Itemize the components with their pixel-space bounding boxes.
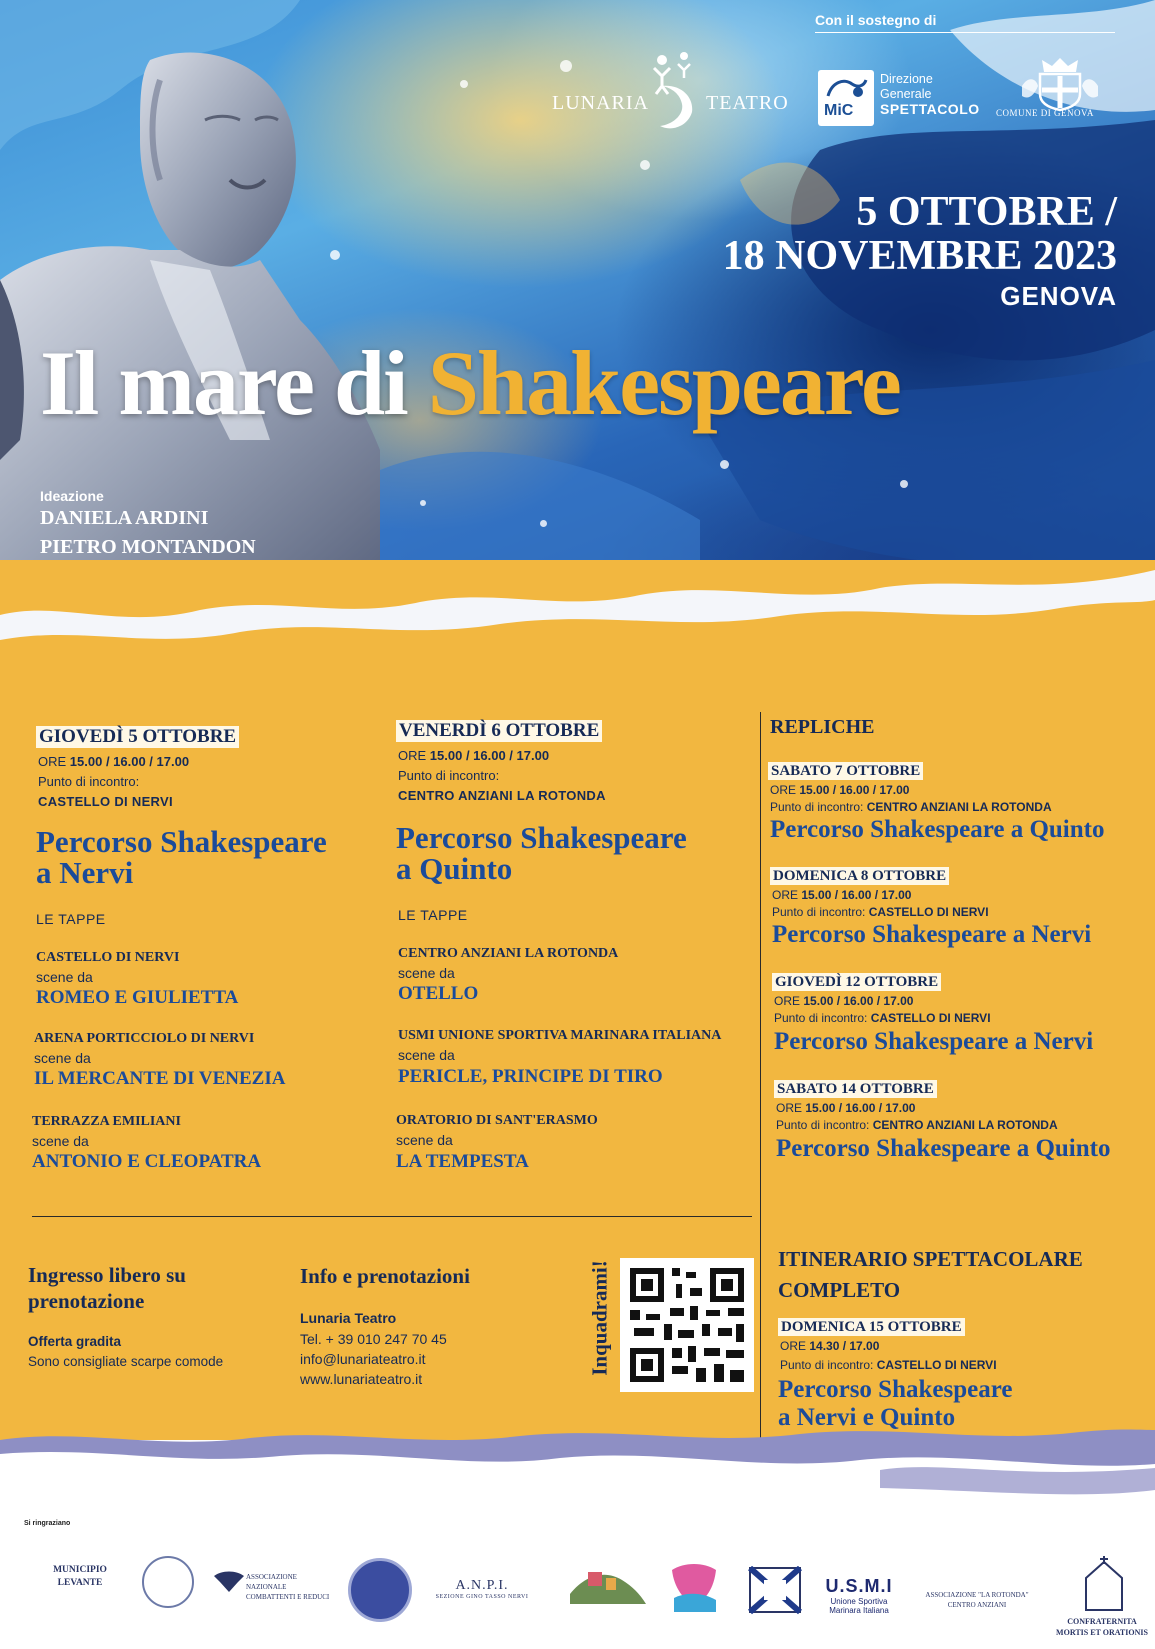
qr-label: Inquadrami! — [587, 1260, 612, 1376]
logo-line: COMBATTENTI E REDUCI — [246, 1593, 330, 1601]
meet-place: CASTELLO DI NERVI — [870, 1011, 991, 1025]
lunaria-moon-icon — [642, 46, 702, 132]
paint-splash — [420, 500, 426, 506]
logo-line: CONFRATERNITA — [1067, 1617, 1137, 1626]
col2-stop-place: USMI UNIONE SPORTIVA MARINARA ITALIANA — [398, 1028, 722, 1043]
col1-stop-play: IL MERCANTE DI VENEZIA — [34, 1068, 286, 1089]
date-end: 18 NOVEMBRE 2023 — [722, 233, 1117, 279]
col1-stop-place: CASTELLO DI NERVI — [36, 950, 180, 965]
hours-value: 15.00 / 16.00 / 17.00 — [799, 783, 910, 797]
qr-code[interactable] — [620, 1258, 754, 1392]
hours-prefix: ORE — [38, 754, 70, 769]
replica-meet — [770, 800, 1052, 814]
info-phone[interactable]: Tel. + 39 010 247 70 45 — [300, 1331, 447, 1347]
col1-stop-scene: scene da — [32, 1133, 89, 1149]
col1-stop-scene: scene da — [34, 1050, 91, 1066]
meet-label: Punto di incontro: — [772, 905, 869, 919]
mic-mark: MiC — [824, 102, 854, 119]
replica-day: SABATO 7 OTTOBRE — [768, 762, 923, 780]
info-heading: Info e prenotazioni — [300, 1264, 470, 1288]
itinerario-meet — [780, 1358, 997, 1372]
replica-hours — [772, 888, 911, 902]
logo-line: Marinara Italiana — [829, 1606, 889, 1615]
hours-value: 15.00 / 16.00 / 17.00 — [805, 1101, 916, 1115]
torn-paper-edge — [0, 540, 1155, 680]
city: GENOVA — [1000, 281, 1117, 311]
col2-stop-scene: scene da — [398, 965, 455, 981]
mic-text — [880, 72, 980, 117]
paint-splash — [460, 80, 468, 88]
asd-nervi-logo-icon — [348, 1558, 412, 1622]
replica-meet — [774, 1011, 991, 1025]
col2-stop-scene: scene da — [396, 1132, 453, 1148]
col1-tappe-label: LE TAPPE — [36, 911, 106, 927]
dpn-flag-icon — [748, 1566, 804, 1616]
paint-splash — [540, 520, 547, 527]
col1-stop-place: TERRAZZA EMILIANI — [32, 1114, 181, 1129]
mic-line: Direzione — [880, 72, 933, 86]
paint-splash — [900, 480, 908, 488]
meet-place: CENTRO ANZIANI LA ROTONDA — [872, 1118, 1058, 1132]
route-line: a Nervi — [36, 855, 134, 890]
replica-day: DOMENICA 8 OTTOBRE — [770, 867, 949, 885]
col2-stop-place: CENTRO ANZIANI LA ROTONDA — [398, 946, 619, 961]
hours-value: 15.00 / 16.00 / 17.00 — [801, 888, 912, 902]
col2-stop-play: PERICLE, PRINCIPE DI TIRO — [398, 1066, 663, 1087]
logo-line: U.S.M.I — [825, 1576, 893, 1596]
logo-line: A.N.P.I. — [455, 1578, 509, 1593]
date-start: 5 OTTOBRE / — [856, 189, 1117, 235]
lunaria-logo-text: LUNARIA — [552, 92, 649, 114]
paint-splash — [560, 60, 572, 72]
col2-stop-play: LA TEMPESTA — [396, 1151, 529, 1172]
col1-meet-place: CASTELLO DI NERVI — [38, 794, 173, 809]
paint-splash — [720, 460, 729, 469]
col1-stop-play: ROMEO E GIULIETTA — [36, 987, 239, 1008]
meet-place: CASTELLO DI NERVI — [876, 1358, 997, 1372]
hours-value: 15.00 / 16.00 / 17.00 — [429, 748, 550, 763]
route-line: Percorso Shakespeare — [36, 824, 327, 859]
col2-day: VENERDÌ 6 OTTOBRE — [396, 720, 602, 742]
mic-line: Generale — [880, 87, 932, 101]
torn-paper-edge-bottom — [0, 1420, 1155, 1530]
paint-splash — [640, 160, 650, 170]
divider — [815, 32, 1115, 33]
logo-la-rotonda — [916, 1590, 1038, 1610]
itinerario-hours — [780, 1339, 879, 1353]
meet-place: CENTRO ANZIANI LA ROTONDA — [866, 800, 1052, 814]
vertical-divider — [760, 712, 761, 1472]
replica-route: Percorso Shakespeare a Quinto — [770, 816, 1105, 843]
col2-meet-place: CENTRO ANZIANI LA ROTONDA — [398, 788, 606, 803]
info-website[interactable]: www.lunariateatro.it — [300, 1371, 423, 1387]
logo-line: LEVANTE — [57, 1578, 103, 1588]
col2-stop-scene: scene da — [398, 1047, 455, 1063]
replica-route: Percorso Shakespeare a Quinto — [776, 1135, 1111, 1162]
info-email[interactable]: info@lunariateatro.it — [300, 1351, 426, 1367]
sponsor-label: Con il sostegno di — [815, 12, 937, 28]
logo-line: ASSOCIAZIONE NAZIONALE — [246, 1573, 297, 1591]
route-line: Percorso Shakespeare — [778, 1376, 1013, 1403]
ingresso-libero: Ingresso libero su prenotazione — [28, 1263, 186, 1313]
heading-line: ITINERARIO SPETTACOLARE — [778, 1247, 1083, 1271]
col2-meet-label: Punto di incontro: — [398, 768, 500, 783]
col1-stop-place: ARENA PORTICCIOLO DI NERVI — [34, 1031, 255, 1046]
teatro-logo-text: TEATRO — [706, 92, 789, 114]
replica-route: Percorso Shakespeare a Nervi — [774, 1028, 1094, 1055]
route-line: a Quinto — [396, 851, 513, 886]
itinerario-heading — [778, 1244, 1118, 1306]
itinerario-day: DOMENICA 15 OTTOBRE — [778, 1318, 965, 1336]
replica-day: SABATO 14 OTTOBRE — [774, 1080, 937, 1098]
hours-prefix: ORE — [774, 994, 804, 1008]
title-part-gold: Shakespeare — [427, 332, 900, 434]
replica-meet — [772, 905, 989, 919]
col1-meet-label: Punto di incontro: — [38, 774, 140, 789]
mic-line: SPETTACOLO — [880, 101, 980, 117]
logo-line: CENTRO ANZIANI — [947, 1601, 1007, 1609]
heading-line: COMPLETO — [778, 1278, 901, 1302]
replica-hours — [774, 994, 913, 1008]
meet-label: Punto di incontro: — [770, 800, 867, 814]
meet-label: Punto di incontro: — [774, 1011, 871, 1025]
col1-route-title — [36, 826, 327, 888]
hours-prefix: ORE — [772, 888, 802, 902]
col2-stop-play: OTELLO — [398, 983, 479, 1004]
anc-emblem-icon — [212, 1568, 246, 1594]
hours-prefix: ORE — [770, 783, 800, 797]
horizontal-divider — [32, 1216, 752, 1217]
replica-day: GIOVEDÌ 12 OTTOBRE — [772, 973, 941, 991]
replica-hours — [776, 1101, 915, 1115]
route-line: a Nervi e Quinto — [778, 1404, 956, 1431]
col2-hours — [398, 748, 549, 763]
event-dates — [723, 190, 1117, 314]
replica-meet — [776, 1118, 1058, 1132]
qr-code-icon — [620, 1258, 754, 1392]
hours-value: 14.30 / 17.00 — [809, 1339, 880, 1353]
association-circle-logo-icon — [142, 1556, 194, 1608]
info-company: Lunaria Teatro — [300, 1310, 397, 1326]
poster-title — [40, 330, 900, 436]
col1-stop-scene: scene da — [36, 969, 93, 985]
meet-place: CASTELLO DI NERVI — [868, 905, 989, 919]
col2-route-title — [396, 822, 687, 884]
ideazione-label: Ideazione — [40, 488, 104, 504]
protocollo-nervi-logo-icon — [566, 1564, 648, 1612]
mic-logo — [818, 70, 988, 126]
sant-erasmo-church-icon — [1082, 1556, 1126, 1612]
meet-label: Punto di incontro: — [780, 1358, 877, 1372]
hours-value: 15.00 / 16.00 / 17.00 — [803, 994, 914, 1008]
logo-anc — [246, 1572, 332, 1602]
replica-hours — [770, 783, 909, 797]
hours-value: 15.00 / 16.00 / 17.00 — [69, 754, 190, 769]
title-part-white: Il mare di — [40, 332, 428, 434]
thanks-label: Si ringraziano — [24, 1520, 71, 1527]
col2-tappe-label: LE TAPPE — [398, 907, 468, 923]
hours-prefix: ORE — [776, 1101, 806, 1115]
logo-confraternita — [1050, 1616, 1154, 1638]
meet-label: Punto di incontro: — [776, 1118, 873, 1132]
logo-line: ASSOCIAZIONE "LA ROTONDA" — [925, 1591, 1029, 1599]
col2-stop-place: ORATORIO DI SANT'ERASMO — [396, 1113, 598, 1128]
replica-route: Percorso Shakespeare a Nervi — [772, 921, 1092, 948]
scarpe-note: Sono consigliate scarpe comode — [28, 1354, 224, 1369]
nervi-mare-logo-icon — [666, 1558, 722, 1618]
author-name: DANIELA ARDINI — [40, 507, 209, 529]
author-name: PIETRO MONTANDON — [40, 536, 256, 558]
col1-hours — [38, 754, 189, 769]
logo-municipio-levante — [40, 1564, 120, 1590]
mic-emblem-icon — [818, 72, 874, 102]
logo-line: Unione Sportiva — [830, 1597, 888, 1606]
hours-prefix: ORE — [780, 1339, 810, 1353]
logo-usmi — [816, 1576, 902, 1615]
route-line: Percorso Shakespeare — [396, 820, 687, 855]
offerta-gradita: Offerta gradita — [28, 1334, 122, 1349]
repliche-heading: REPLICHE — [770, 716, 875, 738]
logo-anpi — [422, 1578, 542, 1600]
col1-day: GIOVEDÌ 5 OTTOBRE — [36, 726, 239, 748]
logo-line: SEZIONE GINO TASSO NERVI — [435, 1594, 529, 1600]
logo-line: MORTIS ET ORATIONIS — [1056, 1628, 1148, 1637]
logo-line: MUNICIPIO — [53, 1565, 107, 1575]
mic-logo-box — [818, 70, 874, 126]
comune-genova-text: COMUNE DI GENOVA — [996, 108, 1094, 118]
col1-stop-play: ANTONIO E CLEOPATRA — [32, 1151, 262, 1172]
hours-prefix: ORE — [398, 748, 430, 763]
